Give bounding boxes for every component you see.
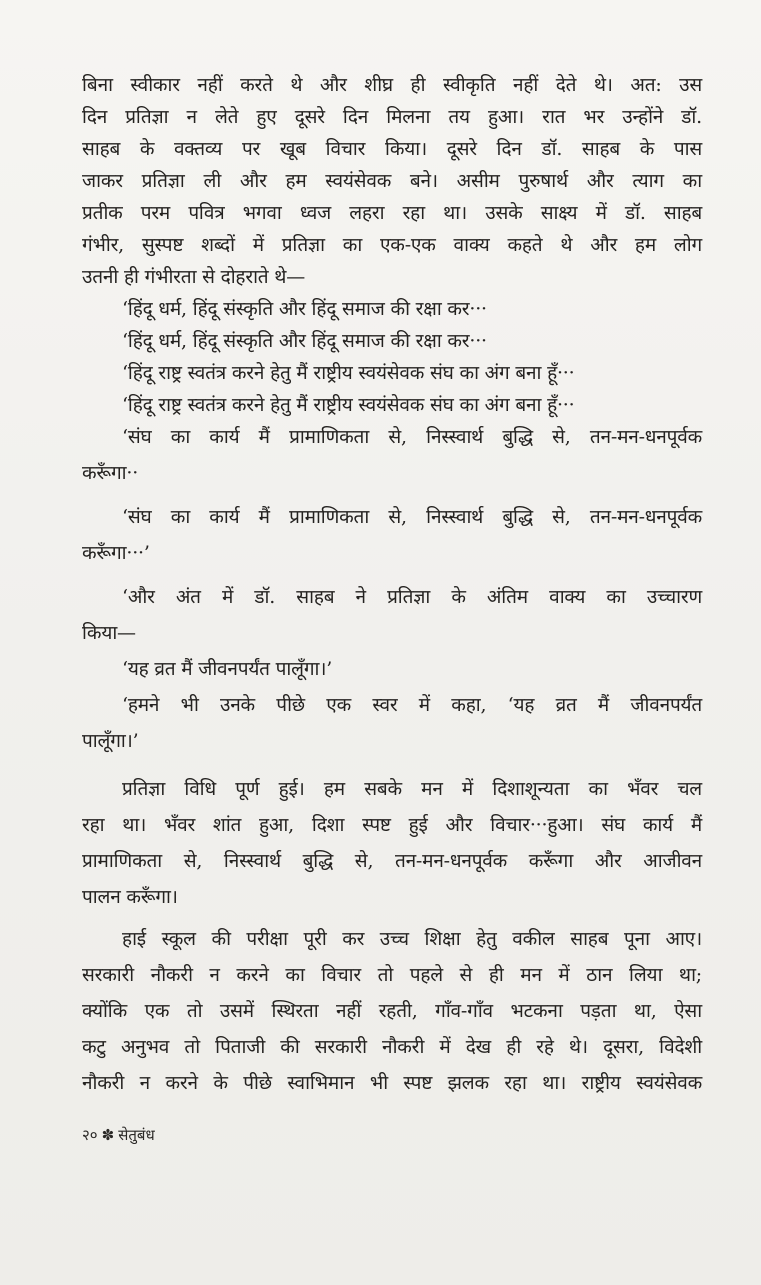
text-line: सरकारी नौकरी न करने का विचार तो पहले से ही मन में ठान लिया था; (82, 964, 702, 986)
text-line: जाकर प्रतिज्ञा ली और हम स्वयंसेवक बने। असीम पुरुषार्थ और त्याग का (82, 170, 702, 192)
oath-line: करूँगा·· (82, 462, 139, 484)
oath-line: ‘हिंदू राष्ट्र स्वतंत्र करने हेतु मैं राष्ट्रीय स्वयंसेवक संघ का अंग बना हूँ··· (122, 394, 575, 416)
oath-line: ‘यह व्रत मैं जीवनपर्यंत पालूँगा।’ (122, 658, 333, 680)
oath-line: ‘संघ का कार्य मैं प्रामाणिकता से, निस्स्वार्थ बुद्धि से, तन-मन-धनपूर्वक (122, 506, 702, 528)
text-line: प्रामाणिकता से, निस्स्वार्थ बुद्धि से, तन-मन-धनपूर्वक करूँगा और आजीवन (82, 850, 702, 872)
oath-line: ‘हिंदू राष्ट्र स्वतंत्र करने हेतु मैं राष्ट्रीय स्वयंसेवक संघ का अंग बना हूँ··· (122, 362, 575, 384)
oath-line: करूँगा···’ (82, 542, 150, 564)
oath-line: ‘हिंदू धर्म, हिंदू संस्कृति और हिंदू समाज की रक्षा कर··· (122, 298, 487, 320)
text-line: पालन करूँगा। (82, 886, 178, 908)
ornament-icon: ✽ (101, 1126, 115, 1144)
page-footer (82, 1125, 155, 1145)
text-line: कटु अनुभव तो पिताजी की सरकारी नौकरी में देख ही रहे थे। दूसरा, विदेशी (82, 1036, 702, 1058)
oath-line: ‘हिंदू धर्म, हिंदू संस्कृति और हिंदू समाज की रक्षा कर··· (122, 330, 487, 352)
text-line: बिना स्वीकार नहीं करते थे और शीघ्र ही स्वीकृति नहीं देते थे। अत: उस (82, 74, 702, 96)
text-line: प्रतिज्ञा विधि पूर्ण हुई। हम सबके मन में दिशाशून्यता का भँवर चल (122, 778, 702, 800)
text-line: ‘हमने भी उनके पीछे एक स्वर में कहा, ‘यह व्रत मैं जीवनपर्यंत (122, 694, 702, 716)
page-body (82, 66, 702, 1266)
text-line: उतनी ही गंभीरता से दोहराते थे— (82, 266, 306, 288)
page-number: २० (82, 1126, 98, 1144)
text-line: पालूँगा।’ (82, 730, 139, 752)
text-line: दिन प्रतिज्ञा न लेते हुए दूसरे दिन मिलना तय हुआ। रात भर उन्होंने डॉ. (82, 106, 702, 128)
text-line: ‘और अंत में डॉ. साहब ने प्रतिज्ञा के अंतिम वाक्य का उच्चारण (122, 586, 702, 608)
book-title: सेतुबंध (118, 1126, 155, 1144)
text-line: रहा था। भँवर शांत हुआ, दिशा स्पष्ट हुई और विचार···हुआ। संघ कार्य मैं (82, 814, 702, 836)
text-line: गंभीर, सुस्पष्ट शब्दों में प्रतिज्ञा का एक-एक वाक्य कहते थे और हम लोग (82, 234, 702, 256)
text-line: प्रतीक परम पवित्र भगवा ध्वज लहरा रहा था। उसके साक्ष्य में डॉ. साहब (82, 202, 702, 224)
oath-line: ‘संघ का कार्य मैं प्रामाणिकता से, निस्स्वार्थ बुद्धि से, तन-मन-धनपूर्वक (122, 426, 702, 448)
text-line: नौकरी न करने के पीछे स्वाभिमान भी स्पष्ट झलक रहा था। राष्ट्रीय स्वयंसेवक (82, 1072, 702, 1094)
text-line: साहब के वक्तव्य पर खूब विचार किया। दूसरे दिन डॉ. साहब के पास (82, 138, 702, 160)
text-line: किया— (82, 622, 136, 644)
text-line: क्योंकि एक तो उसमें स्थिरता नहीं रहती, गाँव-गाँव भटकना पड़ता था, ऐसा (82, 1000, 702, 1022)
text-line: हाई स्कूल की परीक्षा पूरी कर उच्च शिक्षा हेतु वकील साहब पूना आए। (122, 928, 702, 950)
